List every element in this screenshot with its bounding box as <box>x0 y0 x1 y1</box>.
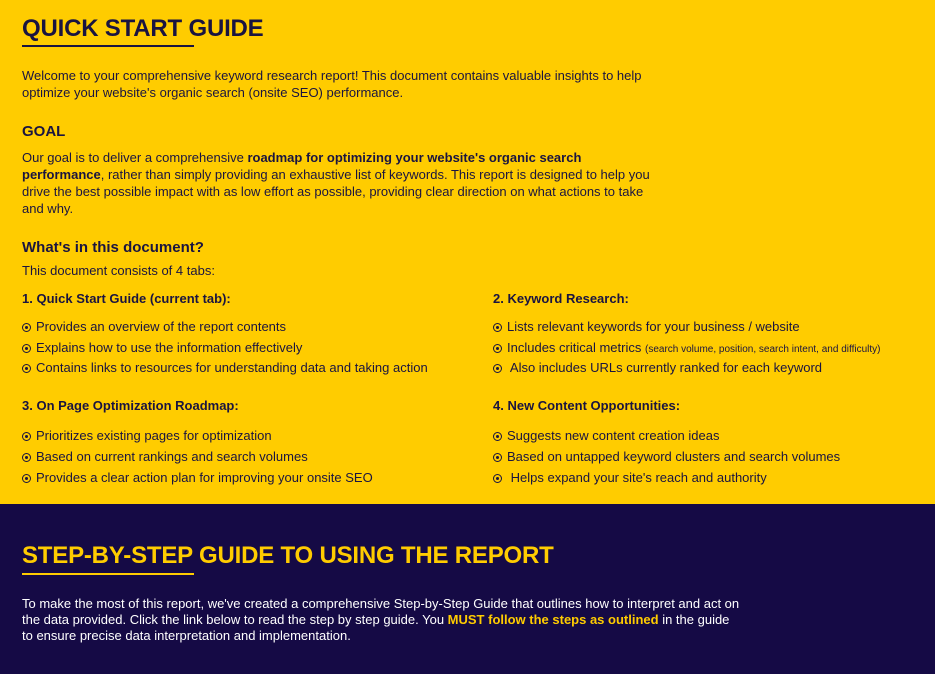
list-item <box>493 359 822 376</box>
radio-bullet-icon <box>22 432 31 441</box>
tab-4-title: 4. New Content Opportunities: <box>493 398 681 413</box>
quick-start-title: QUICK START GUIDE <box>22 15 264 42</box>
list-item <box>493 448 840 465</box>
list-item-text: Contains links to resources for understanding data and taking action <box>36 360 428 375</box>
radio-bullet-icon <box>22 323 31 332</box>
list-item-text: Based on current rankings and search volumes <box>36 449 308 464</box>
list-item <box>22 339 302 356</box>
step-guide-text-post: in the guide to ensure precise data interpretation and implementation. <box>22 612 730 643</box>
radio-bullet-icon <box>493 323 502 332</box>
list-item-text: Provides a clear action plan for improving your onsite SEO <box>36 470 373 485</box>
list-item <box>22 448 308 465</box>
radio-bullet-icon <box>493 344 502 353</box>
tab-1-title: 1. Quick Start Guide (current tab): <box>22 291 231 306</box>
list-item-text: Based on untapped keyword clusters and search volumes <box>507 449 841 464</box>
radio-bullet-icon <box>493 432 502 441</box>
goal-text-bold: roadmap for optimizing your website's organic search performance <box>22 150 582 182</box>
list-item <box>22 359 428 376</box>
step-guide-underline <box>22 573 194 575</box>
step-guide-paragraph <box>22 596 742 644</box>
list-item-text: Provides an overview of the report contents <box>36 319 287 334</box>
list-item-text: Suggests new content creation ideas <box>507 428 720 443</box>
list-item-text: Includes critical metrics <box>507 340 645 355</box>
radio-bullet-icon <box>493 474 502 483</box>
radio-bullet-icon <box>22 453 31 462</box>
radio-bullet-icon <box>22 364 31 373</box>
list-item-text: Helps expand your site's reach and authority <box>507 470 767 485</box>
welcome-paragraph: Welcome to your comprehensive keyword research report! This document contains valuable insights to help optimize your website's organic search (onsite SEO) performance. <box>22 68 642 100</box>
tab-3-title: 3. On Page Optimization Roadmap: <box>22 398 239 413</box>
goal-text-post: , rather than simply providing an exhaustive list of keywords. This report is designed to help you drive the best possible impact with as low effort as possible, providing clear direction on what actions to take and why. <box>22 167 650 216</box>
goal-paragraph <box>22 149 662 217</box>
list-item <box>493 339 880 358</box>
step-guide-highlight: MUST follow the steps as outlined <box>447 612 659 627</box>
metrics-note: (search volume, position, search intent, and difficulty) <box>644 344 881 355</box>
goal-text-pre: Our goal is to deliver a comprehensive <box>22 150 248 165</box>
radio-bullet-icon <box>22 474 31 483</box>
list-item-text: Lists relevant keywords for your business / website <box>507 319 800 334</box>
step-guide-text-pre: To make the most of this report, we've created a comprehensive Step-by-Step Guide that outlines how to interpret and act on the data provided. Click the link below to read the step by step guide. You <box>22 596 740 627</box>
tab-2-title: 2. Keyword Research: <box>493 291 629 306</box>
list-item-text: Explains how to use the information effectively <box>36 340 303 355</box>
list-item-text: Also includes URLs currently ranked for each keyword <box>507 360 823 375</box>
list-item <box>493 469 767 486</box>
radio-bullet-icon <box>22 344 31 353</box>
list-item-text: Prioritizes existing pages for optimization <box>36 428 272 443</box>
list-item <box>22 469 373 486</box>
step-guide-title: STEP-BY-STEP GUIDE TO USING THE REPORT <box>22 542 554 569</box>
goal-heading: GOAL <box>22 123 66 140</box>
step-guide-section <box>0 504 935 674</box>
whats-intro: This document consists of 4 tabs: <box>22 263 215 278</box>
title-underline <box>22 45 194 47</box>
list-item <box>493 427 719 444</box>
whats-heading: What's in this document? <box>22 239 204 256</box>
radio-bullet-icon <box>493 364 502 373</box>
radio-bullet-icon <box>493 453 502 462</box>
list-item <box>22 427 272 444</box>
list-item <box>22 318 286 335</box>
list-item <box>493 318 800 335</box>
